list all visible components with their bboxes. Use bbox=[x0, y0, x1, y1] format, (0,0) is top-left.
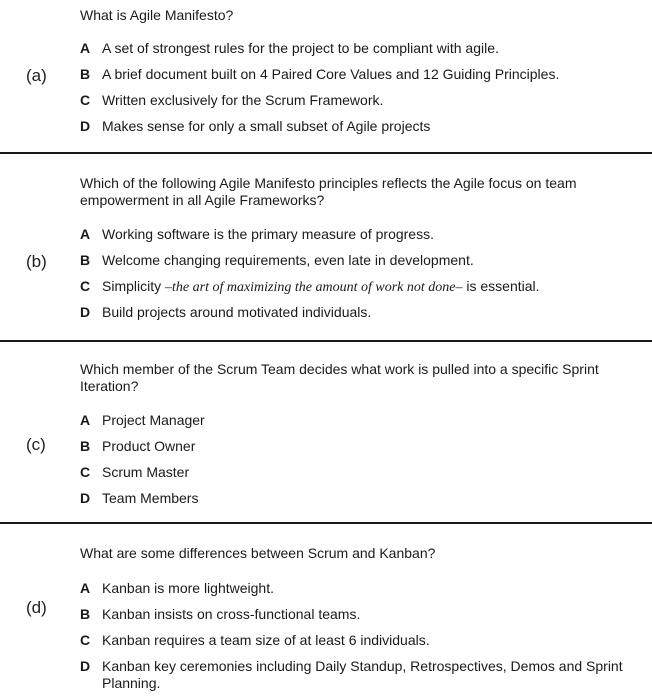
option-b bbox=[80, 252, 625, 278]
question-block-d bbox=[0, 524, 652, 700]
option-text: Product Owner bbox=[102, 438, 196, 454]
option-text-end: is essential. bbox=[462, 278, 540, 294]
question-block-a bbox=[0, 0, 652, 152]
option-text: Kanban requires a team size of at least 6 individuals. bbox=[102, 632, 430, 648]
question-block-c bbox=[0, 342, 652, 522]
option-letter: B bbox=[80, 66, 91, 82]
option-text: Build projects around motivated individuals. bbox=[102, 304, 372, 320]
option-letter: C bbox=[80, 278, 91, 294]
option-text: Kanban key ceremonies including Daily Standup, Retrospectives, Demos and Sprint Planning. bbox=[102, 658, 623, 691]
option-text: A set of strongest rules for the project to be compliant with agile. bbox=[102, 40, 499, 56]
option-text: Welcome changing requirements, even late in development. bbox=[102, 252, 474, 268]
option-text: A brief document built on 4 Paired Core Values and 12 Guiding Principles. bbox=[102, 66, 560, 82]
option-letter: D bbox=[80, 490, 91, 506]
option-letter: C bbox=[80, 92, 91, 108]
option-text: Kanban is more lightweight. bbox=[102, 580, 274, 596]
option-letter: D bbox=[80, 118, 91, 134]
question-label: (d) bbox=[26, 598, 47, 617]
option-a bbox=[80, 226, 625, 252]
option-text: Working software is the primary measure of progress. bbox=[102, 226, 434, 242]
question-label: (b) bbox=[26, 252, 47, 271]
option-a bbox=[80, 40, 625, 66]
option-text: Scrum Master bbox=[102, 464, 190, 480]
option-letter: A bbox=[80, 412, 91, 428]
option-c bbox=[80, 92, 625, 118]
question-label: (c) bbox=[26, 435, 46, 454]
option-c bbox=[80, 632, 625, 658]
option-d bbox=[80, 304, 625, 330]
option-letter: B bbox=[80, 252, 91, 268]
option-text: Kanban insists on cross-functional teams. bbox=[102, 606, 361, 622]
option-d bbox=[80, 490, 625, 516]
option-letter: D bbox=[80, 658, 91, 674]
option-a bbox=[80, 412, 625, 438]
option-letter: C bbox=[80, 632, 91, 648]
option-d bbox=[80, 118, 625, 144]
question-text: Which member of the Scrum Team decides what work is pulled into a specific Sprint Iteration? bbox=[80, 361, 599, 394]
option-letter: A bbox=[80, 580, 91, 596]
question-block-b bbox=[0, 154, 652, 340]
option-letter: C bbox=[80, 464, 91, 480]
option-text-start: Simplicity bbox=[102, 278, 166, 294]
option-c bbox=[80, 278, 625, 304]
option-b bbox=[80, 66, 625, 92]
question-text: What are some differences between Scrum and Kanban? bbox=[80, 545, 436, 561]
option-letter: A bbox=[80, 40, 91, 56]
option-letter: B bbox=[80, 606, 91, 622]
option-letter: B bbox=[80, 438, 91, 454]
question-text: What is Agile Manifesto? bbox=[80, 7, 234, 23]
option-b bbox=[80, 606, 625, 632]
question-label: (a) bbox=[26, 66, 47, 85]
option-d bbox=[80, 658, 625, 694]
question-text: Which of the following Agile Manifesto principles reflects the Agile focus on team empowerment in all Agile Frameworks? bbox=[80, 175, 577, 208]
option-c bbox=[80, 464, 625, 490]
option-text-emphasis: –the art of maximizing the amount of work not done– bbox=[165, 280, 463, 295]
option-text: Project Manager bbox=[102, 412, 205, 428]
option-letter: D bbox=[80, 304, 91, 320]
option-letter: A bbox=[80, 226, 91, 242]
option-text: Makes sense for only a small subset of Agile projects bbox=[102, 118, 431, 134]
option-b bbox=[80, 438, 625, 464]
option-text: Written exclusively for the Scrum Framework. bbox=[102, 92, 384, 108]
option-a bbox=[80, 580, 625, 606]
option-text: Team Members bbox=[102, 490, 199, 506]
